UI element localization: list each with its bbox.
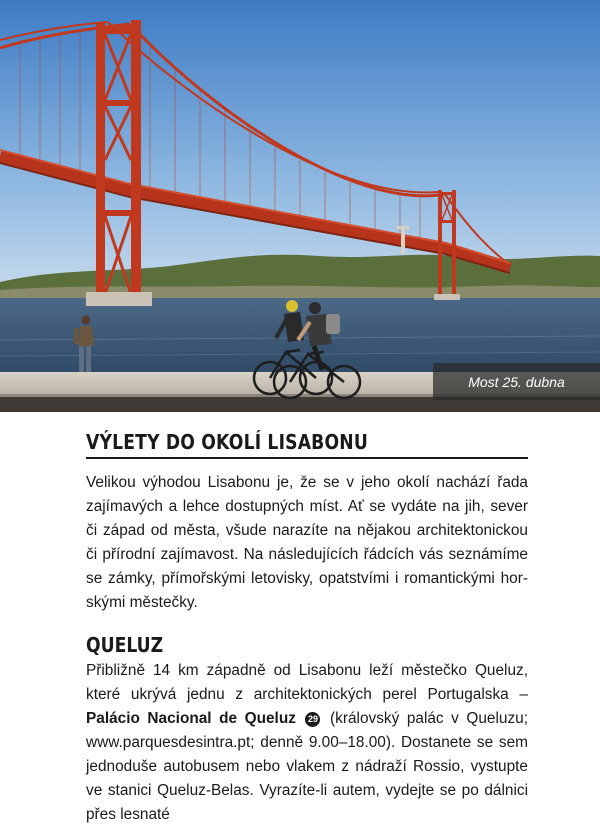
- intro-paragraph: Velikou výhodou Lisabonu je, že se v jeho okolí nachází řada zajímavých a lehce dostupných míst. Ať se vydáte na jih, sever či západ od města, všude narazíte na nějakou architektonickou či přírodní zajímavost. Na následujících řádcích vás seznámíme se zámky, přímořskými letovisky, opatstvími i romantickými horskými městečky.: [86, 474, 528, 611]
- section-title: VÝLETY DO OKOLÍ LISABONU: [86, 430, 368, 454]
- queluz-heading: QUELUZ: [86, 633, 164, 657]
- palace-name: Palácio Nacional de Queluz: [86, 710, 296, 727]
- queluz-paragraph: [86, 659, 528, 827]
- queluz-text-after: (královský palác v Queluzu; www.parquesdesintra.pt; denně 9.00–18.00). Dostanete se sem jednoduše autobusem nebo vlakem z nádraží Rossio, vystupte ve stanici Queluz-Belas. Vyrazíte-li autem, vydejte se po dálnici přes lesnaté: [86, 710, 528, 823]
- photo-caption: Most 25. dubna: [433, 363, 600, 400]
- bridge-photo: [0, 0, 600, 412]
- title-divider: [86, 457, 528, 459]
- article-content: [86, 430, 528, 827]
- queluz-text-before: Přibližně 14 km západně od Lisabonu leží městečko Queluz, které ukrývá jednu z architektonických perel Portugalska –: [86, 662, 528, 703]
- map-number-badge: 29: [305, 712, 320, 727]
